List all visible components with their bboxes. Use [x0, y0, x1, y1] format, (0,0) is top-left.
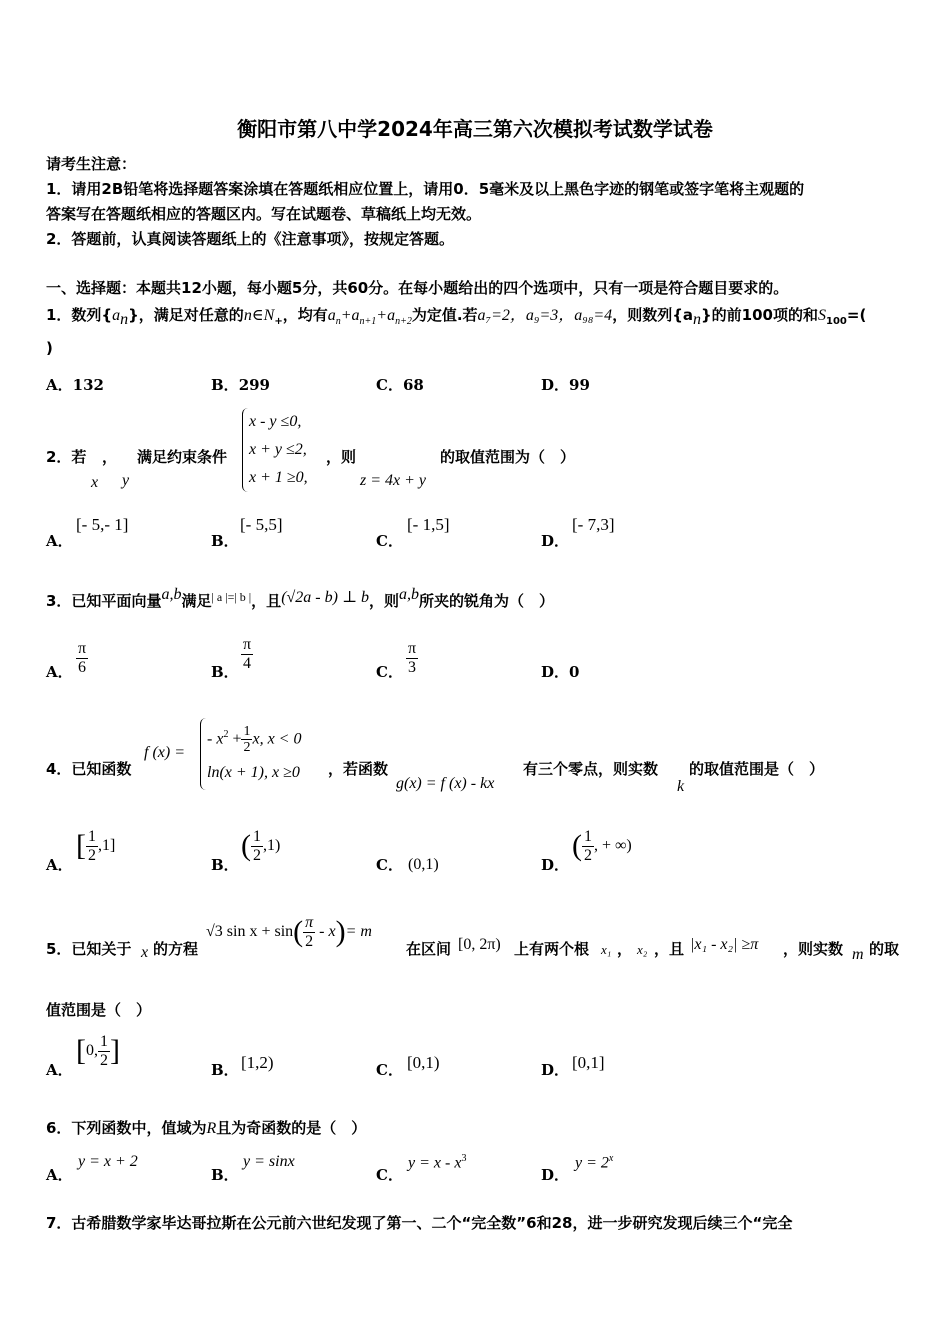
notice-line-2: 答案写在答题纸相应的答题区内。写在试题卷、草稿纸上均无效。 [46, 205, 482, 223]
q5-option-a[interactable]: [0, $\frac{1}{2}$ ] [76, 1033, 120, 1069]
question-5-p1: 5．已知关于 [46, 940, 132, 958]
q3-option-c-label[interactable]: C． [376, 663, 403, 681]
q2-option-d-label[interactable]: D． [541, 532, 570, 550]
question-5-p5: ，且 [654, 940, 685, 958]
q5-option-d[interactable]: [0,1] [572, 1053, 605, 1072]
question-2-p1: 2．若 [46, 448, 87, 466]
q5-option-c[interactable]: [0,1) [407, 1053, 440, 1072]
question-5-p8: 值范围是（ ） [46, 1001, 152, 1019]
abs-condition: |x₁ - x₂| ≥π [690, 936, 759, 953]
question-4-p4: 的取值范围是（ ） [689, 760, 825, 778]
q2-option-a[interactable]: [- 5,- 1] [76, 515, 129, 534]
comma: ， [617, 940, 633, 958]
q3-option-b-label[interactable]: B． [211, 663, 239, 681]
q6-option-a-label[interactable]: A． [46, 1166, 73, 1184]
function-g: g(x) = f (x) - kx [396, 775, 495, 792]
q4-option-b[interactable]: ( $\frac{1}{2}$ ,1) [241, 828, 281, 864]
q6-option-c-label[interactable]: C． [376, 1166, 403, 1184]
question-5-p3: 在区间 [406, 940, 452, 958]
question-5-p2: 的方程 [153, 940, 199, 958]
var-x: x [91, 474, 99, 491]
q3-option-a[interactable]: $\frac{\pi}{6}$ [78, 640, 87, 676]
q2-option-b[interactable]: [- 5,5] [240, 515, 283, 534]
q5-option-c-label[interactable]: C． [376, 1061, 403, 1079]
question-4-p2: ，若函数 [328, 760, 389, 778]
question-2-p4: ，则 [326, 448, 357, 466]
equation: √3 sin x + sin( $\frac{\pi}{2}$ - x)= m [206, 914, 372, 950]
q5-option-b-label[interactable]: B． [211, 1061, 239, 1079]
q1-option-a[interactable]: A．132 [46, 376, 104, 394]
q6-option-d-label[interactable]: D． [541, 1166, 570, 1184]
q4-option-a-label[interactable]: A． [46, 856, 73, 874]
question-1-close: ) [46, 339, 53, 357]
q5-option-d-label[interactable]: D． [541, 1061, 570, 1079]
q4-option-d[interactable]: ( $\frac{1}{2}$ , + ∞) [572, 828, 632, 864]
q2-option-a-label[interactable]: A． [46, 532, 73, 550]
q3-option-a-label[interactable]: A． [46, 663, 73, 681]
q1-option-d[interactable]: D．99 [541, 376, 590, 394]
section-heading: 一、选择题：本题共12小题，每小题5分，共60分。在每小题给出的四个选项中，只有一项是符合题目要求的。 [46, 279, 789, 297]
q1-option-c[interactable]: C．68 [376, 376, 424, 394]
notice-line-1: 1．请用2B铅笔将选择题答案涂填在答题纸相应位置上，请用0．5毫米及以上黑色字迹的钢笔或签字笔将主观题的 [46, 180, 805, 198]
q2-option-b-label[interactable]: B． [211, 532, 239, 550]
interval: [0, 2π) [458, 936, 501, 953]
question-5-p6: ，则实数 [783, 940, 844, 958]
question-6-stem: 6．下列函数中，值域为R且为奇函数的是（ ） [46, 1119, 367, 1137]
constraint-system: x - y ≤0, x + y ≤2, x + 1 ≥0, [242, 408, 308, 492]
page-title: 衡阳市第八中学2024年高三第六次模拟考试数学试卷 [237, 117, 713, 141]
q6-option-a[interactable]: y = x + 2 [78, 1153, 138, 1170]
question-7-stem: 7．古希腊数学家毕达哥拉斯在公元前六世纪发现了第一、二个“完全数”6和28，进一步研究发现后续三个“完全 [46, 1214, 793, 1232]
q3-option-d[interactable]: D．0 [541, 663, 580, 681]
q6-option-b-label[interactable]: B． [211, 1166, 239, 1184]
q3-option-c[interactable]: $\frac{\pi}{3}$ [408, 640, 417, 676]
q5-option-a-label[interactable]: A． [46, 1061, 73, 1079]
q4-option-a[interactable]: [ $\frac{1}{2}$ ,1] [76, 828, 116, 864]
q4-option-c-label[interactable]: C． [376, 856, 403, 874]
var-y: y [122, 472, 130, 489]
question-1-stem: 1．数列$\{a_n\}$，满足对任意的$n\in N_+$，均有$a_n+a_{n+1}+a_{n+2}$为定值.若a₇=2，a₉=3，a₉₈=4，则数列$\{a_n\}$的前100项的和$S_{100}=$( [46, 306, 867, 328]
notice-heading: 请考生注意： [46, 155, 137, 173]
notice-line-3: 2．答题前，认真阅读答题纸上的《注意事项》，按规定答题。 [46, 230, 454, 248]
q6-option-d[interactable]: $y = 2^x$ [575, 1153, 614, 1172]
question-4-p3: 有三个零点，则实数 [523, 760, 659, 778]
var-x-q5: x [141, 944, 149, 961]
q2-option-c-label[interactable]: C． [376, 532, 403, 550]
q6-option-b[interactable]: y = sinx [243, 1153, 295, 1170]
root-x2: x₂ [637, 942, 648, 957]
piecewise-f: - $x^2$ + $\frac{1}{2}$ x, x < 0 ln(x + 1), x ≥0 [200, 718, 301, 790]
var-m: m [852, 946, 864, 963]
q1-option-b[interactable]: B．299 [211, 376, 270, 394]
q4-option-b-label[interactable]: B． [211, 856, 239, 874]
q5-option-b[interactable]: [1,2) [241, 1053, 274, 1072]
var-k: k [677, 778, 685, 795]
question-4-p1: 4．已知函数 [46, 760, 132, 778]
question-5-p7: 的取 [869, 940, 900, 958]
q3-option-b[interactable]: $\frac{\pi}{4}$ [243, 636, 252, 672]
q4-option-c[interactable]: (0,1) [408, 856, 439, 873]
question-2-p5: 的取值范围为（ ） [440, 448, 576, 466]
question-2-p3: 满足约束条件 [137, 448, 228, 466]
question-2-p2: ， [102, 448, 118, 466]
q6-option-c[interactable]: $y = x - x^3$ [408, 1153, 467, 1172]
function-f: f (x) = [144, 744, 185, 761]
q2-option-d[interactable]: [- 7,3] [572, 515, 615, 534]
q2-option-c[interactable]: [- 1,5] [407, 515, 450, 534]
q4-option-d-label[interactable]: D． [541, 856, 570, 874]
question-3-stem: 3．已知平面向量a,b满足$^{| a |=| b |}$，且(√2a - b) ⊥ b，则a,b所夹的锐角为（ ） [46, 586, 555, 610]
objective-z: z = 4x + y [360, 472, 427, 489]
root-x1: x₁ [601, 942, 612, 957]
question-5-p4: 上有两个根 [514, 940, 590, 958]
